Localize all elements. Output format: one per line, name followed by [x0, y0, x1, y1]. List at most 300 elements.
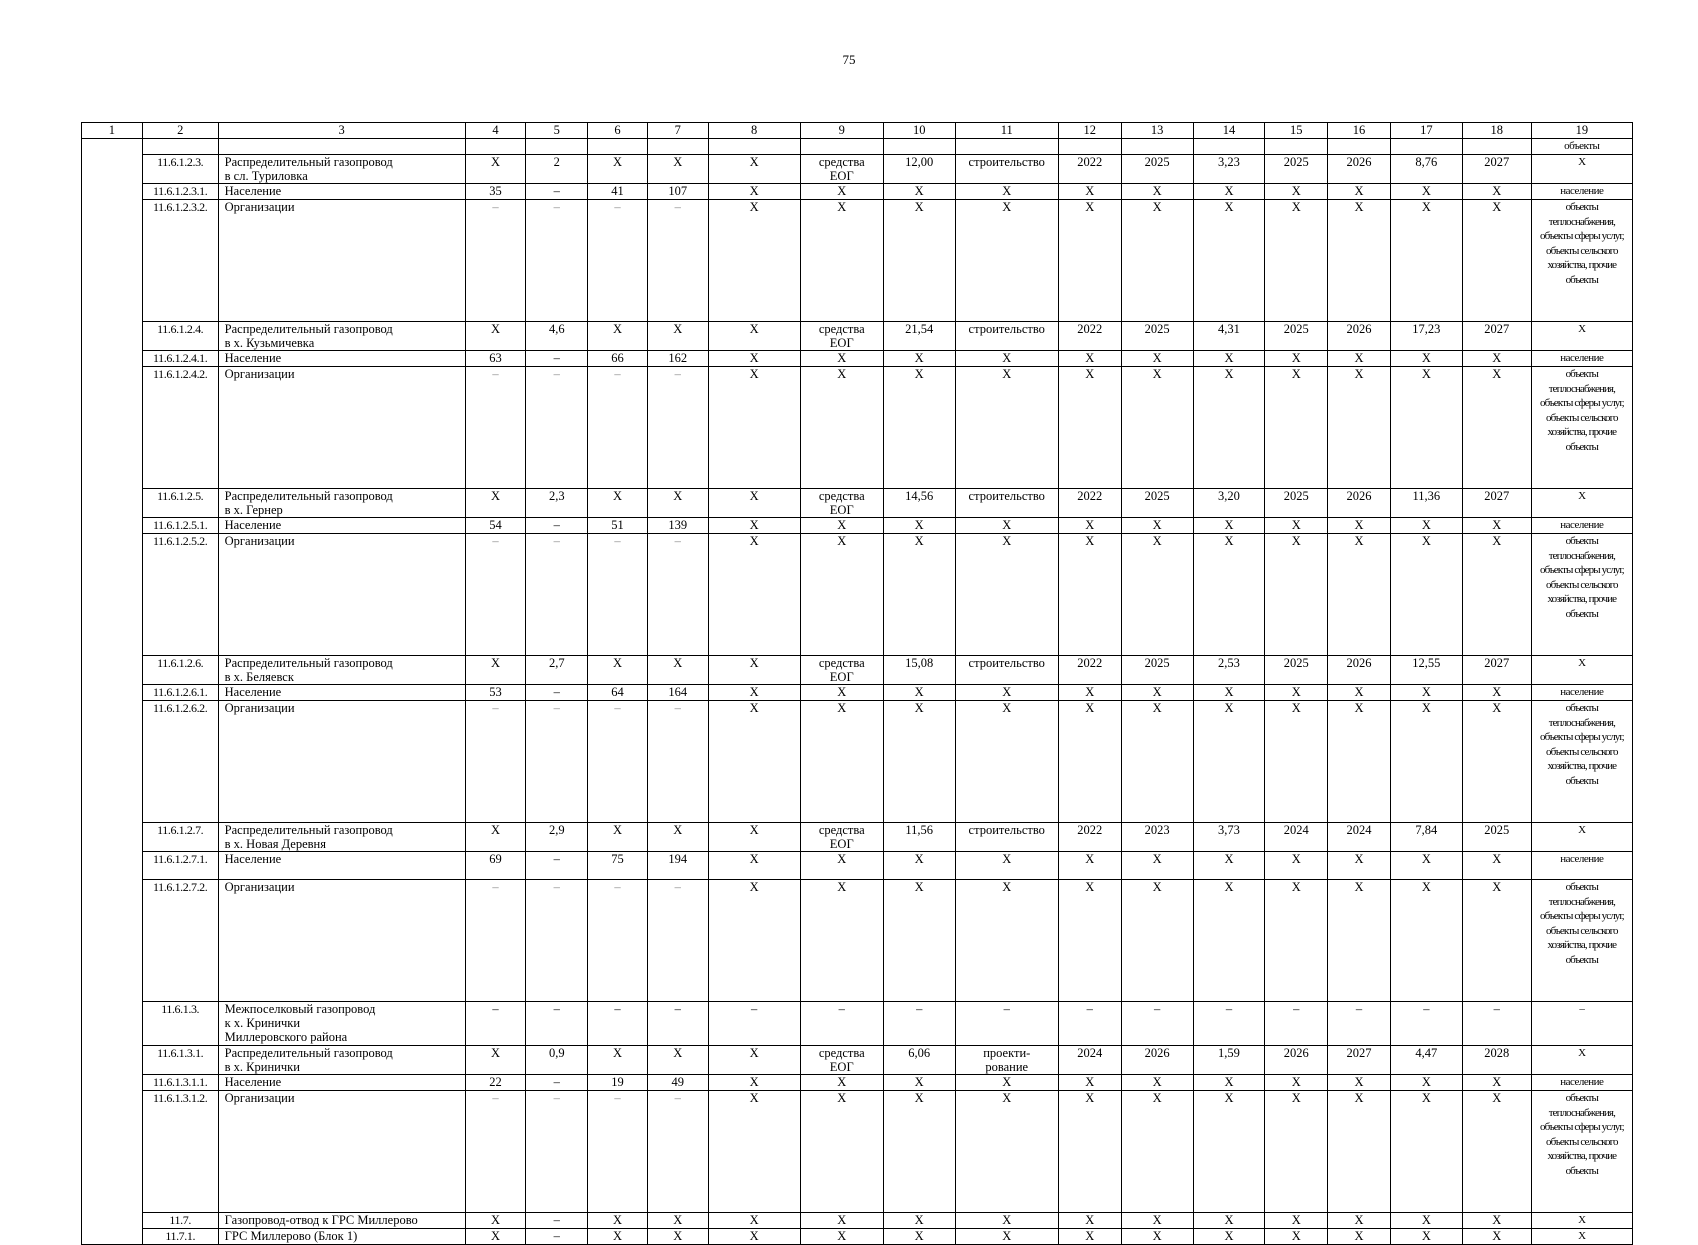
value-cell: Х — [1390, 880, 1462, 1002]
header-cell: 18 — [1462, 123, 1531, 139]
value-cell: 2024 — [1265, 823, 1328, 852]
value-cell: Х — [647, 155, 708, 184]
empty-cell — [465, 139, 526, 155]
row-code: 11.6.1.2.7.1. — [142, 852, 218, 880]
value-cell: Х — [1328, 184, 1391, 200]
value-cell: Х — [955, 351, 1058, 367]
row-name: Организации — [218, 1091, 465, 1213]
empty-cell — [800, 139, 883, 155]
value-cell: 19 — [588, 1075, 648, 1091]
value-cell: Х — [708, 1075, 800, 1091]
value-cell: – — [465, 701, 526, 823]
value-cell: 2027 — [1462, 656, 1531, 685]
row-code: 11.6.1.2.5.2. — [142, 534, 218, 656]
empty-cell — [526, 139, 588, 155]
value-cell: Х — [883, 1091, 955, 1213]
value-cell: 66 — [588, 351, 648, 367]
value-cell: Х — [1390, 852, 1462, 880]
value-cell: Х — [1462, 367, 1531, 489]
value-cell: Х — [1193, 534, 1265, 656]
value-cell: Х — [883, 351, 955, 367]
table-row — [82, 351, 1633, 367]
value-cell: Х — [955, 1229, 1058, 1245]
empty-cell — [955, 139, 1058, 155]
value-cell: Х — [465, 489, 526, 518]
value-cell: 6,06 — [883, 1046, 955, 1075]
value-cell: Х — [465, 656, 526, 685]
header-cell: 19 — [1531, 123, 1632, 139]
value-cell: Х — [1193, 852, 1265, 880]
value-cell: 2026 — [1265, 1046, 1328, 1075]
value-cell: 41 — [588, 184, 648, 200]
value-cell: Х — [800, 534, 883, 656]
value-cell: 22 — [465, 1075, 526, 1091]
row-name: Население — [218, 518, 465, 534]
value-cell: 63 — [465, 351, 526, 367]
value-cell: 2024 — [1328, 823, 1391, 852]
value-cell: Х — [1328, 518, 1391, 534]
value-cell: Х — [955, 701, 1058, 823]
value-cell: Х — [1390, 1075, 1462, 1091]
value-cell: Х — [1058, 184, 1121, 200]
row-name: Организации — [218, 880, 465, 1002]
table-row — [82, 200, 1633, 322]
value-cell: Х — [1390, 1229, 1462, 1245]
value-cell: – — [708, 1002, 800, 1046]
value-cell: Х — [1328, 200, 1391, 322]
value-cell: Х — [647, 1046, 708, 1075]
row-name: Распределительный газопровод в х. Кузьмичевка — [218, 322, 465, 351]
value-cell: – — [588, 1002, 648, 1046]
value-cell: 2,9 — [526, 823, 588, 852]
header-row — [82, 123, 1633, 139]
value-cell: Х — [1058, 367, 1121, 489]
row-code: 11.6.1.2.6.2. — [142, 701, 218, 823]
value-cell: Х — [1328, 367, 1391, 489]
purpose-cell: объекты теплоснабжения, объекты сферы услуг, объекты сельского хозяйства, прочие объекты — [1531, 200, 1632, 322]
value-cell: Х — [1193, 184, 1265, 200]
empty-cell — [1265, 139, 1328, 155]
value-cell: Х — [1058, 1229, 1121, 1245]
value-cell: 2025 — [1265, 155, 1328, 184]
value-cell: Х — [1265, 880, 1328, 1002]
value-cell: Х — [1390, 701, 1462, 823]
column-1-cell — [82, 139, 143, 1245]
row-name: Население — [218, 1075, 465, 1091]
value-cell: Х — [1193, 200, 1265, 322]
value-cell: – — [526, 534, 588, 656]
value-cell: 2025 — [1265, 489, 1328, 518]
row-name: Организации — [218, 534, 465, 656]
value-cell: – — [465, 367, 526, 489]
value-cell: Х — [708, 701, 800, 823]
value-cell: – — [1462, 1002, 1531, 1046]
row-name: Население — [218, 184, 465, 200]
value-cell: – — [465, 200, 526, 322]
value-cell: Х — [1121, 518, 1193, 534]
value-cell: Х — [1390, 1213, 1462, 1229]
purpose-cell: объекты теплоснабжения, объекты сферы услуг, объекты сельского хозяйства, прочие объекты — [1531, 701, 1632, 823]
empty-cell — [708, 139, 800, 155]
value-cell: 7,84 — [1390, 823, 1462, 852]
row-name: Распределительный газопровод в х. Беляевск — [218, 656, 465, 685]
value-cell: 2025 — [1265, 322, 1328, 351]
value-cell: Х — [1193, 367, 1265, 489]
value-cell: Х — [1462, 685, 1531, 701]
header-cell: 4 — [465, 123, 526, 139]
purpose-cell: Х — [1531, 1046, 1632, 1075]
value-cell: 2022 — [1058, 823, 1121, 852]
value-cell: Х — [1328, 351, 1391, 367]
table-row — [82, 685, 1633, 701]
value-cell: – — [465, 880, 526, 1002]
value-cell: Х — [1058, 1213, 1121, 1229]
table-row — [82, 489, 1633, 518]
value-cell: Х — [955, 1213, 1058, 1229]
table-row — [82, 322, 1633, 351]
value-cell: Х — [1265, 1229, 1328, 1245]
value-cell: Х — [1390, 685, 1462, 701]
row-code: 11.7. — [142, 1213, 218, 1229]
value-cell: 3,23 — [1193, 155, 1265, 184]
value-cell: Х — [883, 701, 955, 823]
row-name: Организации — [218, 367, 465, 489]
value-cell: Х — [708, 534, 800, 656]
header-cell: 5 — [526, 123, 588, 139]
value-cell: 2025 — [1462, 823, 1531, 852]
value-cell: – — [1328, 1002, 1391, 1046]
value-cell: Х — [1121, 852, 1193, 880]
value-cell: Х — [1265, 685, 1328, 701]
value-cell: Х — [1328, 852, 1391, 880]
value-cell: Х — [647, 489, 708, 518]
value-cell: Х — [465, 1229, 526, 1245]
value-cell: Х — [883, 200, 955, 322]
value-cell: Х — [1462, 1075, 1531, 1091]
row-code: 11.6.1.2.7.2. — [142, 880, 218, 1002]
empty-cell — [588, 139, 648, 155]
value-cell: – — [526, 1002, 588, 1046]
value-cell: Х — [708, 1213, 800, 1229]
header-cell: 12 — [1058, 123, 1121, 139]
value-cell: Х — [708, 518, 800, 534]
table-row — [82, 534, 1633, 656]
value-cell: Х — [588, 155, 648, 184]
value-cell: – — [526, 1091, 588, 1213]
value-cell: Х — [1058, 1075, 1121, 1091]
row-name: Население — [218, 852, 465, 880]
value-cell: Х — [1328, 1091, 1391, 1213]
header-cell: 13 — [1121, 123, 1193, 139]
value-cell: Х — [708, 1046, 800, 1075]
value-cell: Х — [800, 701, 883, 823]
value-cell: Х — [1193, 1075, 1265, 1091]
row-code: 11.6.1.2.4.2. — [142, 367, 218, 489]
value-cell: 2026 — [1328, 322, 1391, 351]
empty-cell — [1058, 139, 1121, 155]
value-cell: Х — [588, 1229, 648, 1245]
value-cell: 11,36 — [1390, 489, 1462, 518]
value-cell: 35 — [465, 184, 526, 200]
value-cell: Х — [647, 1229, 708, 1245]
value-cell: – — [588, 1091, 648, 1213]
value-cell: Х — [1265, 852, 1328, 880]
value-cell: Х — [708, 880, 800, 1002]
header-cell: 15 — [1265, 123, 1328, 139]
value-cell: 4,6 — [526, 322, 588, 351]
value-cell: Х — [1121, 685, 1193, 701]
value-cell: Х — [465, 823, 526, 852]
value-cell: Х — [1265, 200, 1328, 322]
value-cell: Х — [588, 1213, 648, 1229]
header-cell: 3 — [218, 123, 465, 139]
value-cell: – — [526, 1229, 588, 1245]
value-cell: Х — [1193, 1229, 1265, 1245]
value-cell: Х — [647, 322, 708, 351]
value-cell: 2022 — [1058, 322, 1121, 351]
value-cell: Х — [1121, 1091, 1193, 1213]
value-cell: 1,59 — [1193, 1046, 1265, 1075]
purpose-cell: население — [1531, 518, 1632, 534]
row-name: Организации — [218, 701, 465, 823]
row-code: 11.6.1.2.3.2. — [142, 200, 218, 322]
value-cell: 2025 — [1265, 656, 1328, 685]
value-cell: 2,3 — [526, 489, 588, 518]
value-cell: Х — [1328, 1213, 1391, 1229]
header-cell: 6 — [588, 123, 648, 139]
value-cell: 11,56 — [883, 823, 955, 852]
value-cell: – — [526, 367, 588, 489]
empty-cell — [883, 139, 955, 155]
purpose-cell: население — [1531, 1075, 1632, 1091]
value-cell: Х — [800, 685, 883, 701]
value-cell: 75 — [588, 852, 648, 880]
value-cell: Х — [1265, 1213, 1328, 1229]
value-cell: Х — [465, 155, 526, 184]
value-cell: – — [588, 880, 648, 1002]
value-cell: 2025 — [1121, 489, 1193, 518]
value-cell: Х — [588, 823, 648, 852]
table-row — [82, 1046, 1633, 1075]
value-cell: Х — [708, 322, 800, 351]
value-cell: средства ЕОГ — [800, 489, 883, 518]
header-cell: 1 — [82, 123, 143, 139]
value-cell: Х — [1121, 534, 1193, 656]
value-cell: – — [465, 1002, 526, 1046]
table-row — [82, 701, 1633, 823]
value-cell: – — [526, 1075, 588, 1091]
value-cell: Х — [883, 852, 955, 880]
purpose-cell: – — [1531, 1002, 1632, 1046]
value-cell: Х — [588, 1046, 648, 1075]
value-cell: Х — [708, 351, 800, 367]
purpose-cell: объекты теплоснабжения, объекты сферы услуг, объекты сельского хозяйства, прочие объекты — [1531, 1091, 1632, 1213]
value-cell: Х — [800, 852, 883, 880]
purpose-cell: объекты — [1531, 139, 1632, 155]
value-cell: – — [1265, 1002, 1328, 1046]
value-cell: – — [465, 1091, 526, 1213]
value-cell: Х — [883, 1213, 955, 1229]
value-cell: 194 — [647, 852, 708, 880]
row-code: 11.6.1.3.1.1. — [142, 1075, 218, 1091]
table-row — [82, 367, 1633, 489]
value-cell: Х — [1193, 880, 1265, 1002]
row-name: Газопровод-отвод к ГРС Миллерово — [218, 1213, 465, 1229]
value-cell: Х — [1058, 1091, 1121, 1213]
value-cell: – — [647, 1002, 708, 1046]
value-cell: 2025 — [1121, 656, 1193, 685]
value-cell: Х — [708, 823, 800, 852]
value-cell: Х — [1193, 518, 1265, 534]
value-cell: 12,55 — [1390, 656, 1462, 685]
value-cell: Х — [1058, 534, 1121, 656]
empty-cell — [1390, 139, 1462, 155]
value-cell: 2022 — [1058, 155, 1121, 184]
value-cell: Х — [1121, 1229, 1193, 1245]
value-cell: Х — [1265, 1075, 1328, 1091]
value-cell: Х — [1462, 1229, 1531, 1245]
value-cell: Х — [800, 184, 883, 200]
row-name: Организации — [218, 200, 465, 322]
value-cell: Х — [883, 367, 955, 489]
value-cell: Х — [1328, 1075, 1391, 1091]
value-cell: 4,31 — [1193, 322, 1265, 351]
value-cell: Х — [1462, 852, 1531, 880]
value-cell: 2027 — [1328, 1046, 1391, 1075]
value-cell: Х — [588, 322, 648, 351]
value-cell: Х — [1058, 852, 1121, 880]
value-cell: 2026 — [1328, 656, 1391, 685]
row-name: Распределительный газопровод в х. Новая Деревня — [218, 823, 465, 852]
table-body — [82, 123, 1633, 1245]
value-cell: 49 — [647, 1075, 708, 1091]
value-cell: строительство — [955, 656, 1058, 685]
value-cell: Х — [800, 880, 883, 1002]
value-cell: Х — [1265, 367, 1328, 489]
header-cell: 8 — [708, 123, 800, 139]
value-cell: средства ЕОГ — [800, 322, 883, 351]
value-cell: – — [526, 685, 588, 701]
value-cell: – — [526, 880, 588, 1002]
row-code: 11.6.1.2.7. — [142, 823, 218, 852]
value-cell: Х — [1328, 685, 1391, 701]
value-cell: 12,00 — [883, 155, 955, 184]
value-cell: Х — [955, 1091, 1058, 1213]
value-cell: Х — [1265, 351, 1328, 367]
value-cell: Х — [955, 1075, 1058, 1091]
value-cell: – — [588, 701, 648, 823]
value-cell: Х — [1462, 1213, 1531, 1229]
empty-cell — [647, 139, 708, 155]
row-code: 11.6.1.3.1.2. — [142, 1091, 218, 1213]
value-cell: Х — [800, 367, 883, 489]
header-cell: 16 — [1328, 123, 1391, 139]
value-cell: Х — [1265, 1091, 1328, 1213]
value-cell: Х — [1121, 351, 1193, 367]
value-cell: Х — [1121, 200, 1193, 322]
table-row — [82, 823, 1633, 852]
value-cell: – — [526, 852, 588, 880]
value-cell: Х — [1121, 1075, 1193, 1091]
purpose-cell: Х — [1531, 656, 1632, 685]
table-row — [82, 1002, 1633, 1046]
value-cell: 53 — [465, 685, 526, 701]
row-code: 11.6.1.2.5.1. — [142, 518, 218, 534]
value-cell: Х — [647, 823, 708, 852]
value-cell: Х — [708, 656, 800, 685]
value-cell: Х — [955, 534, 1058, 656]
table-row — [82, 1075, 1633, 1091]
purpose-cell: Х — [1531, 322, 1632, 351]
value-cell: 2023 — [1121, 823, 1193, 852]
value-cell: Х — [955, 685, 1058, 701]
page-number: 75 — [842, 52, 856, 67]
value-cell: Х — [1462, 518, 1531, 534]
value-cell: Х — [955, 880, 1058, 1002]
value-cell: 21,54 — [883, 322, 955, 351]
purpose-cell: Х — [1531, 823, 1632, 852]
value-cell: Х — [883, 184, 955, 200]
value-cell: – — [526, 351, 588, 367]
row-code: 11.6.1.2.5. — [142, 489, 218, 518]
value-cell: Х — [1390, 184, 1462, 200]
value-cell: Х — [708, 1091, 800, 1213]
value-cell: Х — [1265, 534, 1328, 656]
empty-cell — [1121, 139, 1193, 155]
header-cell: 14 — [1193, 123, 1265, 139]
value-cell: Х — [1058, 880, 1121, 1002]
value-cell: Х — [1390, 351, 1462, 367]
value-cell: Х — [465, 322, 526, 351]
value-cell: 69 — [465, 852, 526, 880]
value-cell: Х — [1121, 367, 1193, 489]
value-cell: Х — [1462, 880, 1531, 1002]
header-cell: 7 — [647, 123, 708, 139]
value-cell: 14,56 — [883, 489, 955, 518]
value-cell: – — [647, 367, 708, 489]
value-cell: Х — [955, 184, 1058, 200]
row-code: 11.6.1.2.3.1. — [142, 184, 218, 200]
purpose-cell: объекты теплоснабжения, объекты сферы услуг, объекты сельского хозяйства, прочие объекты — [1531, 534, 1632, 656]
header-cell: 9 — [800, 123, 883, 139]
row-code: 11.6.1.3. — [142, 1002, 218, 1046]
value-cell: 8,76 — [1390, 155, 1462, 184]
value-cell: Х — [708, 155, 800, 184]
value-cell: Х — [465, 1213, 526, 1229]
value-cell: Х — [708, 852, 800, 880]
value-cell: Х — [1462, 1091, 1531, 1213]
purpose-cell: Х — [1531, 155, 1632, 184]
value-cell: Х — [588, 656, 648, 685]
purpose-cell: Х — [1531, 1213, 1632, 1229]
table-row — [82, 184, 1633, 200]
value-cell: Х — [883, 685, 955, 701]
value-cell: Х — [465, 1046, 526, 1075]
value-cell: – — [588, 367, 648, 489]
value-cell: – — [1390, 1002, 1462, 1046]
value-cell: Х — [800, 1229, 883, 1245]
value-cell: Х — [883, 1229, 955, 1245]
empty-cell — [1328, 139, 1391, 155]
value-cell: 2027 — [1462, 322, 1531, 351]
value-cell: 2026 — [1328, 155, 1391, 184]
table-row — [82, 139, 1633, 155]
value-cell: Х — [1462, 534, 1531, 656]
purpose-cell: Х — [1531, 1229, 1632, 1245]
row-code: 11.6.1.2.4.1. — [142, 351, 218, 367]
value-cell: Х — [1121, 880, 1193, 1002]
value-cell: Х — [955, 518, 1058, 534]
